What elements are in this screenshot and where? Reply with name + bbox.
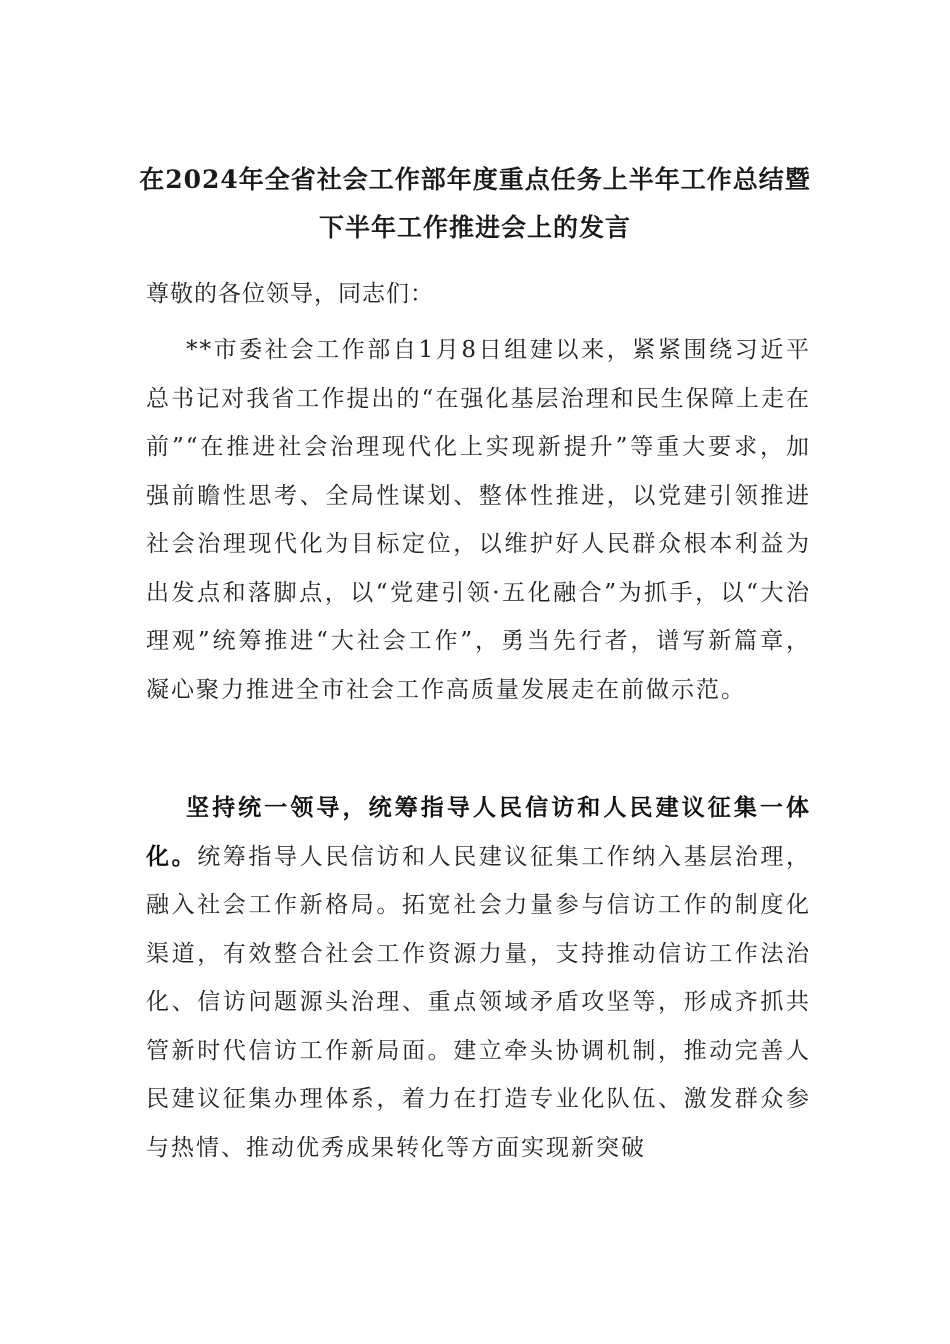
document-title-line-2: 下半年工作推进会上的发言 <box>318 213 631 242</box>
section-1-body: 统筹指导人民信访和人民建议征集工作纳入基层治理，融入社会工作新格局。拓宽社会力量参与信访工作的制度化渠道，有效整合社会工作资源力量，支持推动信访工作法治化、信访问题源头治理、重点领域矛盾攻坚等，形成齐抓共管新时代信访工作新局面。建立牵头协调机制，推动完善人民建议征集办理体系，着力在打造专业化队伍、激发群众参与热情、推动优秀成果转化等方面实现新突破 <box>146 843 812 1161</box>
greeting: 尊敬的各位领导，同志们： <box>146 281 434 307</box>
document-title-line-1: 在2024年全省社会工作部年度重点任务上半年工作总结暨 <box>139 165 811 194</box>
paragraph-section-1 <box>146 784 811 1172</box>
section-1-heading: 坚持统一领导，统筹指导人民信访和人民建议征集一体化。 <box>146 794 811 870</box>
paragraph-intro: **市委社会工作部自1月8日组建以来，紧紧围绕习近平总书记对我省工作提出的“在强化基层治理和民生保障上走在前”“在推进社会治理现代化上实现新提升”等重大要求，加强前瞻性思考、全局性谋划、整体性推进，以党建引领推进社会治理现代化为目标定位，以维护好人民群众根本利益为出发点和落脚点，以“党建引领·五化融合”为抓手，以“大治理观”统筹推进“大社会工作”，勇当先行者，谱写新篇章，凝心聚力推进全市社会工作高质量发展走在前做示范。 <box>146 337 811 703</box>
